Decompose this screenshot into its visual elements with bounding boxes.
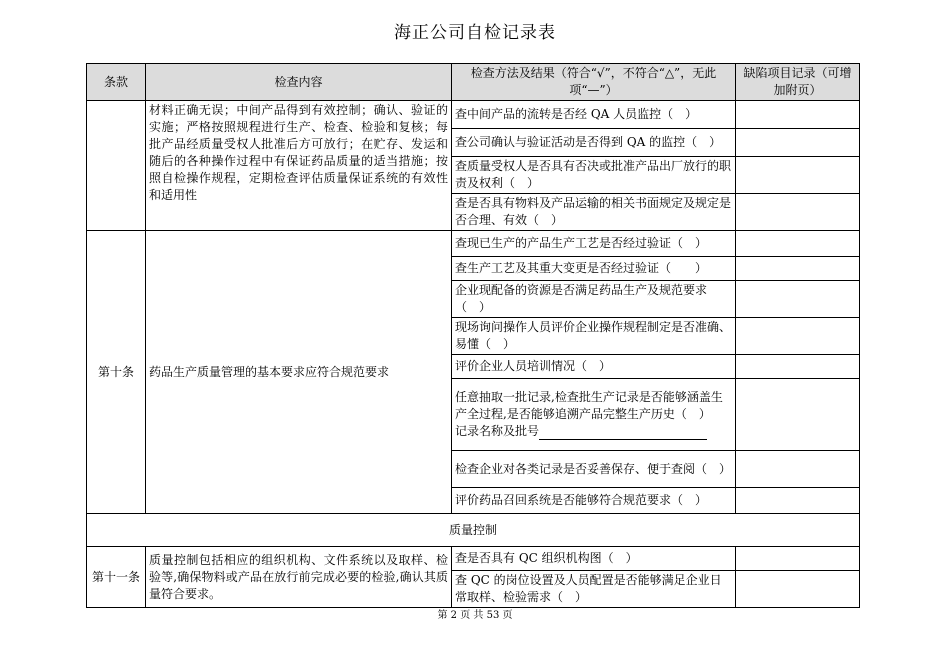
table-row: [87, 547, 860, 571]
method-cell: 查是否具有物料及产品运输的相关书面规定及规定是否合理、有效（ ）: [452, 194, 736, 231]
record-name-label: 记录名称及批号: [455, 424, 540, 438]
section-title-quality-control: 质量控制: [87, 514, 860, 547]
clause-cell: 第十一条: [87, 547, 146, 608]
method-cell: 查质量受权人是否具有否决或批准产品出厂放行的职责及权利（ ）: [452, 157, 736, 194]
defect-record-cell[interactable]: [736, 101, 860, 129]
defect-record-cell[interactable]: [736, 379, 860, 451]
defect-record-cell[interactable]: [736, 571, 860, 608]
method-cell: 查公司确认与验证活动是否得到 QA 的监控（ ）: [452, 129, 736, 157]
method-cell: 评价企业人员培训情况（ ）: [452, 355, 736, 379]
table-row: [87, 231, 860, 257]
method-cell: [452, 379, 736, 451]
method-cell: 现场询问操作人员评价企业操作规程制定是否准确、易懂（ ）: [452, 318, 736, 355]
defect-record-cell[interactable]: [736, 129, 860, 157]
defect-record-cell[interactable]: [736, 318, 860, 355]
content-cell: 药品生产质量管理的基本要求应符合规范要求: [146, 231, 452, 514]
method-cell: 评价药品召回系统是否能够符合规范要求（ ）: [452, 488, 736, 514]
section-row: [87, 514, 860, 547]
clause-cell: [87, 101, 146, 231]
defect-record-cell[interactable]: [736, 547, 860, 571]
header-content: 检查内容: [146, 64, 452, 101]
defect-record-cell[interactable]: [736, 281, 860, 318]
method-cell: 查中间产品的流转是否经 QA 人员监控（ ）: [452, 101, 736, 129]
content-cell: 材料正确无误；中间产品得到有效控制；确认、验证的实施；严格按照规程进行生产、检查、检验和复核；每批产品经质量受权人批准后方可放行；在贮存、发运和随后的各种操作过程中有保证药品质量的适当措施；按照自检操作规程，定期检查评估质量保证系统的有效性和适用性: [146, 101, 452, 231]
defect-record-cell[interactable]: [736, 355, 860, 379]
method-cell: 检查企业对各类记录是否妥善保存、便于查阅（ ）: [452, 451, 736, 488]
record-name-blank[interactable]: [539, 425, 707, 440]
table-row: [87, 101, 860, 129]
page-number: 第 2 页 共 53 页: [437, 610, 513, 621]
document-title: 海正公司自检记录表: [394, 23, 556, 43]
clause-cell: 第十条: [87, 231, 146, 514]
defect-record-cell[interactable]: [736, 451, 860, 488]
method-cell: 查 QC 的岗位设置及人员配置是否能够满足企业日常取样、检验需求（ ）: [452, 571, 736, 608]
method-text: 任意抽取一批记录,检查批生产记录是否能够涵盖生产全过程,是否能够追溯产品完整生产历史（ ）: [455, 390, 723, 421]
defect-record-cell[interactable]: [736, 488, 860, 514]
defect-record-cell[interactable]: [736, 231, 860, 257]
header-method: 检查方法及结果（符合“√”，不符合“△”，无此项“—”）: [452, 64, 736, 101]
self-inspection-table: [86, 63, 860, 608]
method-cell: 查现已生产的产品生产工艺是否经过验证（ ）: [452, 231, 736, 257]
header-clause: 条款: [87, 64, 146, 101]
defect-record-cell[interactable]: [736, 257, 860, 281]
method-cell: 查是否具有 QC 组织机构图（ ）: [452, 547, 736, 571]
table-header-row: [87, 64, 860, 101]
defect-record-cell[interactable]: [736, 157, 860, 194]
method-cell: 查生产工艺及其重大变更是否经过验证（ ）: [452, 257, 736, 281]
method-cell: 企业现配备的资源是否满足药品生产及规范要求（ ）: [452, 281, 736, 318]
content-cell: 质量控制包括相应的组织机构、文件系统以及取样、检验等,确保物料或产品在放行前完成必要的检验,确认其质量符合要求。: [146, 547, 452, 608]
defect-record-cell[interactable]: [736, 194, 860, 231]
header-defect: 缺陷项目记录（可增加附页）: [736, 64, 860, 101]
